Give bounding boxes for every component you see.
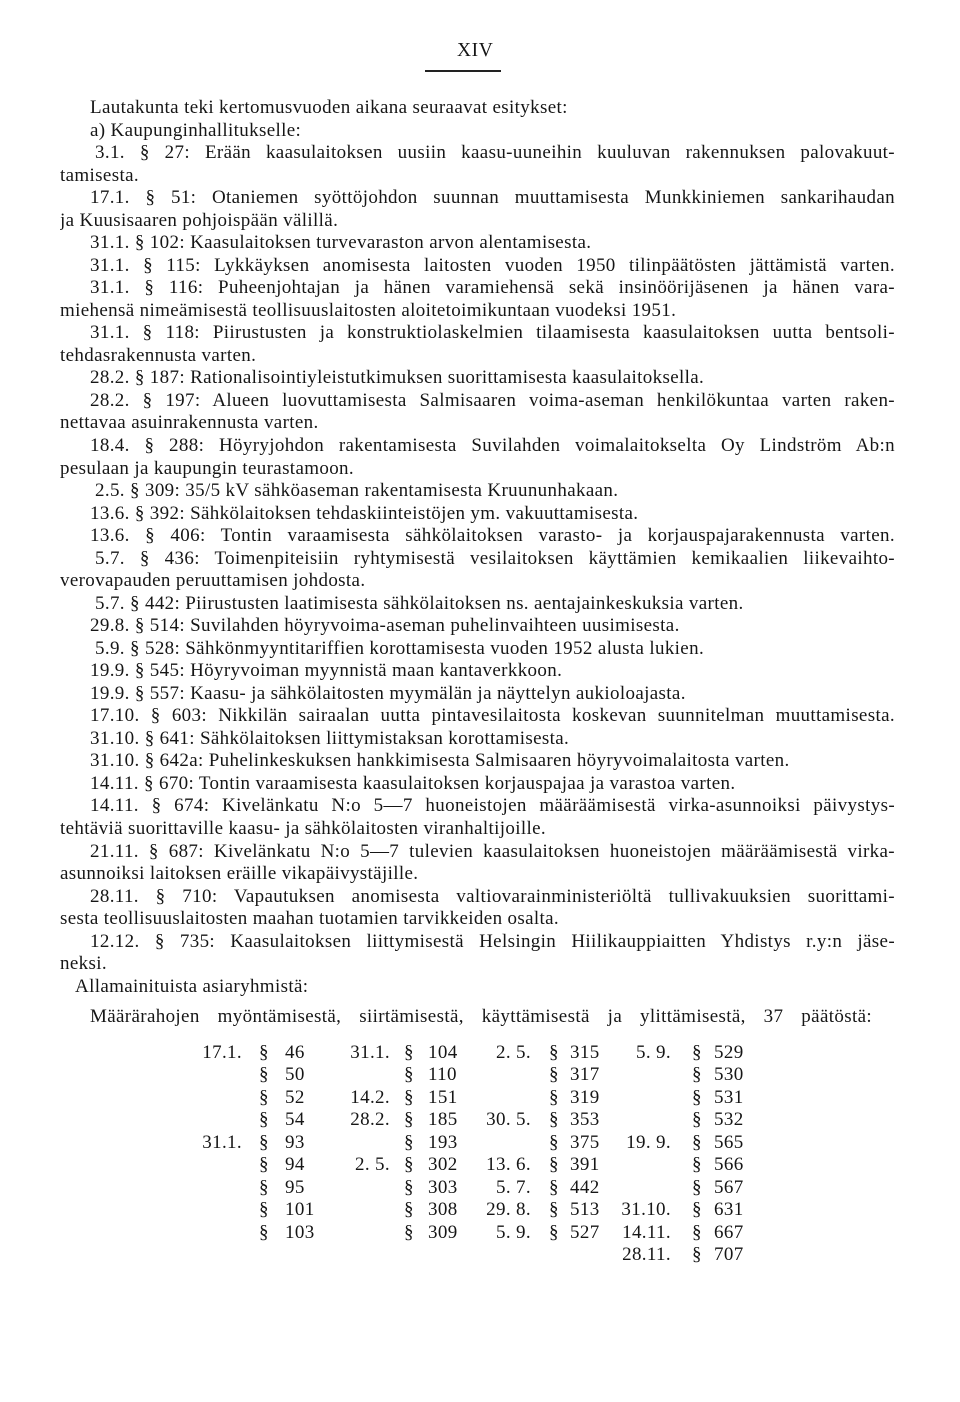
section-symbol: § xyxy=(692,1109,702,1131)
decision-entry xyxy=(0,1154,960,1176)
proposal-text: Sähkölaitoksen tehdaskiinteistöjen ym. vakuuttamisesta. xyxy=(190,502,639,524)
section-symbol: § xyxy=(692,1131,702,1153)
decision-entry xyxy=(0,1132,960,1154)
proposal-text: Suvilahden höyryvoima-aseman puhelinvaihteen uusimisesta. xyxy=(190,615,680,637)
proposal-text: 35/5 kV sähköaseman rakentamisesta Kruununhakaan. xyxy=(185,480,619,502)
decision-entry xyxy=(0,1087,960,1109)
proposal-line xyxy=(60,142,895,165)
section-symbol: § xyxy=(259,1131,269,1153)
proposal-line: pesulaan ja kaupungin teurastamoon. xyxy=(60,457,355,479)
proposal-item xyxy=(60,841,895,886)
decision-entry xyxy=(0,1222,960,1244)
section-symbol: § xyxy=(692,1042,702,1063)
page-number-rule xyxy=(425,70,501,72)
section-ref: § 51: xyxy=(145,187,197,209)
decision-number: 309 xyxy=(428,1221,458,1243)
proposal-item xyxy=(60,322,895,367)
proposal-date: 31.1. xyxy=(90,232,130,254)
decision-entry xyxy=(0,1109,960,1131)
proposal-item xyxy=(60,886,895,931)
section-symbol: § xyxy=(259,1221,269,1243)
proposal-text: Puhelinkeskuksen hankkimisesta Salmisaaren höyryvoimalaitosta varten. xyxy=(208,750,790,772)
proposal-line xyxy=(60,548,895,571)
decision-entry xyxy=(0,1177,960,1199)
decision-number: 667 xyxy=(714,1221,744,1243)
proposal-line xyxy=(60,660,895,683)
decision-number: 513 xyxy=(570,1199,600,1221)
section-symbol: § xyxy=(549,1086,559,1108)
section-symbol: § xyxy=(404,1064,414,1086)
proposal-date: 31.10. xyxy=(90,727,140,749)
proposal-text: Nikkilän sairaalan uutta pintavesilaitosta koskevan suunnitelman muuttamisesta. xyxy=(218,705,895,727)
section-symbol: § xyxy=(549,1199,559,1221)
proposal-date: 31.1. xyxy=(90,277,130,299)
proposal-line xyxy=(60,750,895,773)
proposal-date: 31.10. xyxy=(90,750,140,772)
intro-text: Lautakunta teki kertomusvuoden aikana seuraavat esitykset: xyxy=(90,97,568,118)
section-symbol: § xyxy=(692,1086,702,1108)
decision-entry xyxy=(0,1132,960,1154)
section-ref: § 641: xyxy=(144,727,195,749)
proposal-text: Otaniemen syöttöjohdon suunnan muuttamisesta Munkkiniemen sankarihaudan xyxy=(211,187,895,209)
section-symbol: § xyxy=(259,1109,269,1131)
section-ref: § 118: xyxy=(142,322,200,344)
proposal-date: 17.1. xyxy=(90,187,130,209)
decision-number: 46 xyxy=(285,1042,305,1063)
section-symbol: § xyxy=(404,1109,414,1131)
proposal-text: Lykkäyksen anomisesta laitosten vuoden 1950 tilinpäätösten jättämistä varten. xyxy=(214,254,895,276)
section-symbol: § xyxy=(549,1131,559,1153)
decision-number: 93 xyxy=(285,1131,305,1153)
decision-date: 5. 9. xyxy=(496,1221,531,1243)
decision-date: 30. 5. xyxy=(486,1109,531,1131)
proposal-line xyxy=(60,728,895,751)
appropriations-heading: Määrärahojen myöntämisestä, siirtämisestä, käyttämisestä ja ylittämisestä, 37 päätöstä: xyxy=(90,1006,872,1027)
proposal-item xyxy=(60,705,895,728)
proposal-line xyxy=(60,480,895,503)
proposal-line: verovapauden peruuttamisen johdosta. xyxy=(60,570,366,592)
recipient-heading: a) Kaupunginhallitukselle: xyxy=(90,119,302,141)
section-symbol: § xyxy=(692,1199,702,1221)
section-ref: § 392: xyxy=(134,502,185,524)
decision-date: 19. 9. xyxy=(626,1131,671,1153)
proposal-line xyxy=(60,795,895,818)
decision-number: 353 xyxy=(570,1109,600,1131)
decision-date: 13. 6. xyxy=(486,1154,531,1176)
section-ref: § 545: xyxy=(134,660,185,682)
section-ref: § 288: xyxy=(144,434,205,456)
proposal-item xyxy=(60,480,895,503)
proposal-text: Erään kaasulaitoksen uusiin kaasu-uuneihin kuuluvan rakennuksen palovakuut- xyxy=(204,142,895,164)
section-ref: § 197: xyxy=(142,389,201,411)
decision-entry xyxy=(0,1154,960,1176)
decision-number: 529 xyxy=(714,1042,744,1063)
decision-entry xyxy=(0,1109,960,1131)
proposal-text: Kaasulaitoksen liittymisestä Helsingin Hiilikauppiaitten Yhdistys r.y:n jäse- xyxy=(230,930,895,952)
section-ref: § 603: xyxy=(150,705,208,727)
decision-date: 31.1. xyxy=(202,1131,242,1153)
decision-entry xyxy=(0,1064,960,1086)
decision-entry xyxy=(0,1064,960,1086)
proposal-item xyxy=(60,390,895,435)
proposal-item xyxy=(60,773,895,796)
proposal-item xyxy=(60,615,895,638)
decision-number: 532 xyxy=(714,1109,744,1131)
section-symbol: § xyxy=(404,1086,414,1108)
decision-entry xyxy=(0,1177,960,1199)
proposal-item xyxy=(60,142,895,187)
proposal-item xyxy=(60,187,895,232)
subject-groups-heading: Allamainituista asiaryhmistä: xyxy=(75,975,309,997)
proposal-item xyxy=(60,683,895,706)
decision-entry xyxy=(0,1064,960,1086)
decision-number: 50 xyxy=(285,1064,305,1086)
section-symbol: § xyxy=(404,1176,414,1198)
section-symbol: § xyxy=(259,1154,269,1176)
section-ref: § 115: xyxy=(143,254,201,276)
decision-number: 315 xyxy=(570,1042,600,1063)
section-symbol: § xyxy=(259,1064,269,1086)
decision-number: 151 xyxy=(428,1086,458,1108)
proposal-line: miehensä nimeämisestä teollisuuslaitosten aloitetoimikuntaan vuodeksi 1951. xyxy=(60,299,677,321)
proposal-text: Puheenjohtajan ja hänen varamiehensä sekä insinöörijäsenen ja hänen vara- xyxy=(218,277,895,299)
proposal-line xyxy=(60,367,895,390)
proposal-text: Rationalisointiyleistutkimuksen suorittamisesta kaasulaitoksella. xyxy=(190,367,705,389)
proposal-text: Toimenpiteisiin ryhtymisestä vesilaitoksen käyttämien kemikaalien liikevaihto- xyxy=(214,547,895,569)
decision-number: 319 xyxy=(570,1086,600,1108)
decision-entry xyxy=(0,1042,960,1064)
decision-entry xyxy=(0,1132,960,1154)
proposal-line xyxy=(60,773,895,796)
decision-entry xyxy=(0,1087,960,1109)
decision-entry xyxy=(0,1199,960,1221)
decision-number: 303 xyxy=(428,1176,458,1198)
section-symbol: § xyxy=(259,1042,269,1063)
proposal-line xyxy=(60,390,895,413)
section-symbol: § xyxy=(404,1221,414,1243)
proposal-line xyxy=(60,322,895,345)
decision-entry xyxy=(0,1087,960,1109)
section-ref: § 674: xyxy=(151,795,210,817)
decision-entry xyxy=(0,1177,960,1199)
proposal-date: 29.8. xyxy=(90,615,130,637)
proposal-date: 5.7. xyxy=(95,592,125,614)
section-symbol: § xyxy=(692,1064,702,1086)
proposal-date: 14.11. xyxy=(90,772,139,794)
decision-number: 308 xyxy=(428,1199,458,1221)
decision-entry xyxy=(0,1042,960,1064)
decision-number: 103 xyxy=(285,1221,315,1243)
decision-entry xyxy=(0,1177,960,1199)
section-symbol: § xyxy=(404,1199,414,1221)
proposal-date: 18.4. xyxy=(90,434,130,456)
section-symbol: § xyxy=(549,1042,559,1063)
proposal-date: 31.1. xyxy=(90,322,130,344)
section-ref: § 27: xyxy=(139,142,190,164)
proposal-date: 2.5. xyxy=(95,480,125,502)
decision-entry xyxy=(0,1222,960,1244)
decision-number: 527 xyxy=(570,1221,600,1243)
section-symbol: § xyxy=(692,1176,702,1198)
proposal-date: 13.6. xyxy=(90,525,130,547)
section-symbol: § xyxy=(549,1109,559,1131)
decision-entry xyxy=(0,1244,960,1266)
proposal-line: tehdasrakennusta varten. xyxy=(60,344,257,366)
section-symbol: § xyxy=(549,1064,559,1086)
proposals-section xyxy=(60,97,895,998)
section-symbol: § xyxy=(404,1154,414,1176)
decision-number: 530 xyxy=(714,1064,744,1086)
proposal-item xyxy=(60,931,895,976)
proposal-line: sesta teollisuuslaitosten maahan tuotamien tarvikkeiden osalta. xyxy=(60,908,560,930)
proposal-line xyxy=(60,277,895,300)
decision-number: 104 xyxy=(428,1042,458,1063)
decision-entry xyxy=(0,1222,960,1244)
section-ref: § 528: xyxy=(130,637,181,659)
decision-number: 707 xyxy=(714,1243,744,1265)
proposal-text: Tontin varaamisesta kaasulaitoksen korjauspajaa ja varastoa varten. xyxy=(198,772,736,794)
proposal-item xyxy=(60,525,895,548)
proposal-item xyxy=(60,232,895,255)
section-ref: § 670: xyxy=(144,772,195,794)
proposal-line: neksi. xyxy=(60,953,107,975)
proposal-item xyxy=(60,795,895,840)
section-symbol: § xyxy=(259,1176,269,1198)
proposal-date: 12.12. xyxy=(90,930,140,952)
proposal-date: 28.11. xyxy=(90,885,139,907)
proposal-item xyxy=(60,728,895,751)
section-symbol: § xyxy=(549,1221,559,1243)
proposal-text: Vapautuksen anomisesta valtiovarainministeriöltä tullivakuuksien suorittami- xyxy=(233,885,895,907)
proposal-text: Kivelänkatu N:o 5—7 tulevien kaasulaitoksen huoneistojen määräämisestä virka- xyxy=(213,840,895,862)
decision-date: 29. 8. xyxy=(486,1199,531,1221)
proposal-line xyxy=(60,615,895,638)
proposal-item xyxy=(60,638,895,661)
section-symbol: § xyxy=(259,1199,269,1221)
section-ref: § 442: xyxy=(130,592,181,614)
decision-date: 5. 9. xyxy=(636,1042,671,1063)
proposal-line xyxy=(60,841,895,864)
proposal-line xyxy=(60,503,895,526)
section-ref: § 514: xyxy=(134,615,185,637)
proposal-line: asunnoiksi laitoksen eräille vikapäivystäjille. xyxy=(60,863,419,885)
decision-entry xyxy=(0,1109,960,1131)
decision-number: 185 xyxy=(428,1109,458,1131)
proposal-line xyxy=(60,683,895,706)
decision-entry xyxy=(0,1154,960,1176)
section-symbol: § xyxy=(692,1221,702,1243)
proposal-date: 28.2. xyxy=(90,389,130,411)
section-ref: § 102: xyxy=(134,232,185,254)
decision-number: 94 xyxy=(285,1154,305,1176)
section-ref: § 116: xyxy=(144,277,204,299)
proposal-line: tehtäviä suorittaville kaasu- ja sähkölaitosten viranhaltijoille. xyxy=(60,818,547,839)
proposal-date: 5.9. xyxy=(95,637,125,659)
section-symbol: § xyxy=(404,1131,414,1153)
proposal-item xyxy=(60,367,895,390)
section-symbol: § xyxy=(692,1154,702,1176)
decision-number: 95 xyxy=(285,1176,305,1198)
proposal-text: Kivelänkatu N:o 5—7 huoneistojen määräämisestä virka-asunnoiksi päivystys- xyxy=(222,795,895,817)
proposal-line xyxy=(60,593,895,616)
decision-number: 391 xyxy=(570,1154,600,1176)
proposal-line xyxy=(60,931,895,954)
proposal-text: Höyryvoiman myynnistä maan kantaverkkoon. xyxy=(190,660,563,682)
proposal-item xyxy=(60,277,895,322)
decision-date: 31.1. xyxy=(350,1042,390,1063)
decision-date: 5. 7. xyxy=(496,1176,531,1198)
decision-date: 14.2. xyxy=(350,1086,390,1108)
decision-entry xyxy=(0,1154,960,1176)
proposal-text: Alueen luovuttamisesta Salmisaaren voima-aseman henkilökuntaa varten raken- xyxy=(212,389,895,411)
proposal-line xyxy=(60,705,895,728)
proposal-item xyxy=(60,255,895,278)
proposal-text: Sähkönmyyntitariffien korottamisesta vuoden 1952 alusta lukien. xyxy=(185,637,705,659)
proposal-line: tamisesta. xyxy=(60,164,139,186)
section-symbol: § xyxy=(692,1243,702,1265)
proposal-line: ja Kuusisaaren pohjoispään välillä. xyxy=(60,209,339,231)
proposal-text: Kaasu- ja sähkölaitosten myymälän ja näyttelyn aukioloajasta. xyxy=(190,682,686,704)
decision-entry xyxy=(0,1199,960,1221)
decision-date: 28.11. xyxy=(622,1243,671,1265)
decision-entry xyxy=(0,1199,960,1221)
proposal-date: 21.11. xyxy=(90,840,139,862)
decision-number: 566 xyxy=(714,1154,744,1176)
proposal-text: Piirustusten ja konstruktiolaskelmien tilaamisesta kaasulaitoksen uutta bentsoli- xyxy=(212,322,895,344)
proposal-item xyxy=(60,660,895,683)
section-ref: § 687: xyxy=(148,840,204,862)
section-symbol: § xyxy=(549,1154,559,1176)
section-symbol: § xyxy=(259,1086,269,1108)
decision-entry xyxy=(0,1222,960,1244)
decision-number: 110 xyxy=(428,1064,457,1086)
proposal-text: Tontin varaamisesta sähkölaitoksen varasto- ja korjauspajarakennusta varten. xyxy=(220,525,895,547)
section-symbol: § xyxy=(404,1042,414,1063)
decision-date: 14.11. xyxy=(622,1221,671,1243)
proposal-line: nettavaa asuinrakennusta varten. xyxy=(60,412,319,434)
section-ref: § 642a: xyxy=(144,750,204,772)
decision-date: 17.1. xyxy=(202,1042,242,1063)
decision-number: 52 xyxy=(285,1086,305,1108)
proposal-date: 3.1. xyxy=(95,142,125,164)
proposal-line xyxy=(60,187,895,210)
decision-date: 2. 5. xyxy=(355,1154,390,1176)
section-ref: § 436: xyxy=(139,547,200,569)
proposal-item xyxy=(60,750,895,773)
proposal-line xyxy=(60,255,895,278)
proposal-date: 19.9. xyxy=(90,660,130,682)
decision-number: 567 xyxy=(714,1176,744,1198)
proposal-item xyxy=(60,548,895,593)
proposal-text: Kaasulaitoksen turvevaraston arvon alentamisesta. xyxy=(190,232,592,254)
decision-number: 101 xyxy=(285,1199,315,1221)
proposal-item xyxy=(60,503,895,526)
section-ref: § 406: xyxy=(145,525,206,547)
decision-number: 565 xyxy=(714,1131,744,1153)
proposal-date: 17.10. xyxy=(90,705,140,727)
proposal-line xyxy=(60,525,895,548)
proposal-item xyxy=(60,593,895,616)
proposal-line xyxy=(60,435,895,458)
decision-entry xyxy=(0,1042,960,1064)
decision-number: 302 xyxy=(428,1154,458,1176)
decision-number: 631 xyxy=(714,1199,744,1221)
proposal-text: Sähkölaitoksen liittymistaksan korottamisesta. xyxy=(199,727,570,749)
section-ref: § 557: xyxy=(134,682,185,704)
proposal-line xyxy=(60,886,895,909)
decision-number: 531 xyxy=(714,1086,744,1108)
decision-date: 31.10. xyxy=(621,1199,671,1221)
decision-date: 2. 5. xyxy=(496,1042,531,1063)
proposal-line xyxy=(60,638,895,661)
decision-number: 317 xyxy=(570,1064,600,1086)
decision-date: 28.2. xyxy=(350,1109,390,1131)
proposal-list xyxy=(60,142,895,976)
proposal-date: 19.9. xyxy=(90,682,130,704)
proposal-line xyxy=(60,232,895,255)
decision-entry xyxy=(0,1199,960,1221)
section-ref: § 710: xyxy=(155,885,218,907)
proposal-text: Höyryjohdon rakentamisesta Suvilahden voimalaitokselta Oy Lindström Ab:n xyxy=(218,434,895,456)
decision-number: 375 xyxy=(570,1131,600,1153)
proposal-item xyxy=(60,435,895,480)
proposal-text: Piirustusten laatimisesta sähkölaitoksen ns. aentajainkeskuksia varten. xyxy=(185,592,744,614)
decision-entry xyxy=(0,1042,960,1064)
proposal-date: 5.7. xyxy=(95,547,125,569)
page-number: XIV xyxy=(457,40,494,61)
decision-entry xyxy=(0,1064,960,1086)
proposal-date: 14.11. xyxy=(90,795,139,817)
decision-entry xyxy=(0,1132,960,1154)
proposal-date: 28.2. xyxy=(90,367,130,389)
section-ref: § 187: xyxy=(134,367,185,389)
decision-number: 54 xyxy=(285,1109,305,1131)
proposal-date: 31.1. xyxy=(90,254,130,276)
decision-entry xyxy=(0,1109,960,1131)
section-ref: § 735: xyxy=(154,930,216,952)
decision-entry xyxy=(0,1087,960,1109)
decision-number: 193 xyxy=(428,1131,458,1153)
section-symbol: § xyxy=(549,1176,559,1198)
section-ref: § 309: xyxy=(130,480,181,502)
decision-number: 442 xyxy=(570,1176,600,1198)
proposal-date: 13.6. xyxy=(90,502,130,524)
